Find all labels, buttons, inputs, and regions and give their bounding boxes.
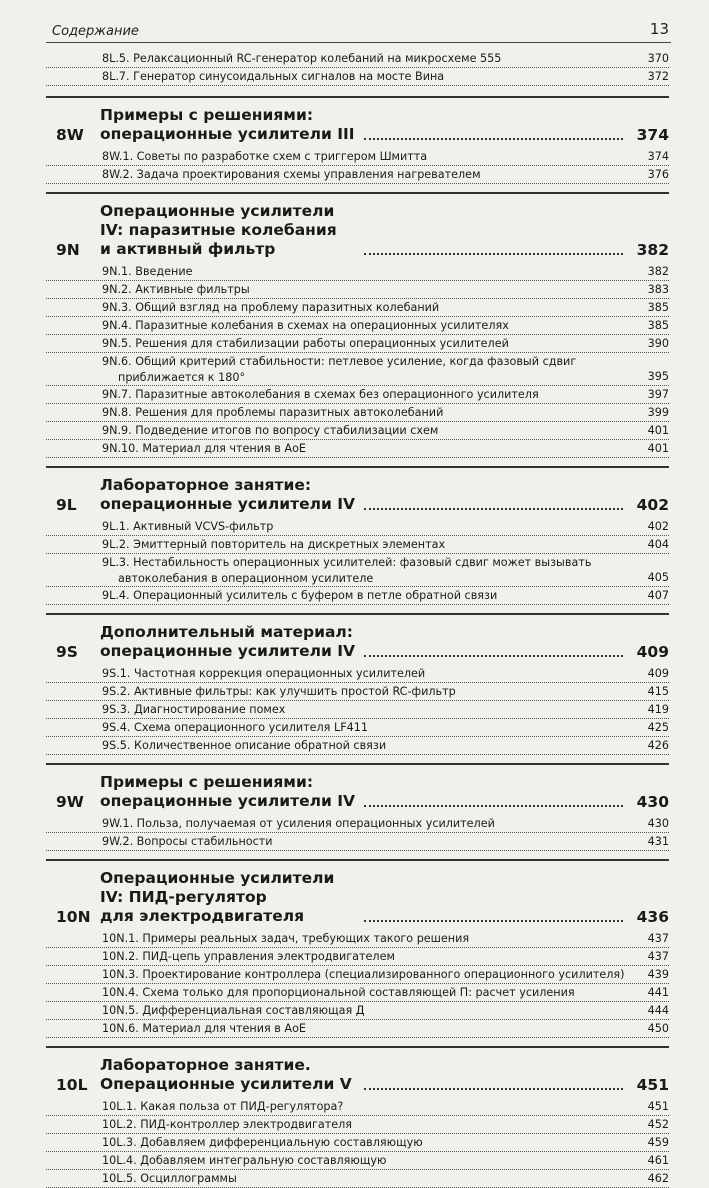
toc-entry-title: [102, 666, 629, 683]
toc-entry-page: 370: [647, 51, 669, 65]
toc-entry-title: [102, 51, 629, 68]
chapter-heading: [46, 1056, 669, 1098]
toc-entry: [46, 1170, 669, 1188]
toc-entry-title: [102, 985, 629, 1002]
leader-dots: [364, 654, 624, 657]
toc-entry-text: 10N.3. Проектирование контроллера (специализированного операционного усилителя): [102, 967, 625, 981]
toc-entry-text: 10L.5. Осциллограммы: [102, 1171, 237, 1185]
toc-entry-page: 407: [647, 588, 669, 602]
toc-entry-title: [102, 588, 629, 605]
toc-entry-text: 9N.8. Решения для проблемы паразитных автоколебаний: [102, 405, 444, 419]
toc-entry-text: 9N.2. Активные фильтры: [102, 282, 250, 296]
toc-entry-text: 9S.1. Частотная коррекция операционных усилителей: [102, 666, 426, 680]
table-of-contents: [46, 50, 669, 1188]
toc-entry: [46, 536, 669, 554]
chapter-block: [46, 192, 669, 458]
toc-entry-text: 10L.3. Добавляем дифференциальную составляющую: [102, 1135, 423, 1149]
toc-entry-title: [102, 1003, 629, 1020]
toc-entry-page: 374: [647, 149, 669, 163]
chapter-page: 409: [636, 643, 669, 661]
toc-entry-text: 9S.3. Диагностирование помех: [102, 702, 286, 716]
toc-entry-page: 409: [647, 666, 669, 680]
chapter-block: [46, 859, 669, 1038]
toc-entry-page: 439: [647, 967, 669, 981]
leader-dots: [364, 804, 624, 807]
toc-entry-page: 437: [647, 931, 669, 945]
toc-entry-title: [102, 931, 629, 948]
chapter-entries: [46, 263, 669, 458]
toc-entry-text: 8L.7. Генератор синусоидальных сигналов на мосте Вина: [102, 69, 445, 83]
toc-entry: [46, 833, 669, 851]
toc-entry-title: [102, 318, 629, 335]
chapter-number: 9S: [56, 643, 78, 661]
toc-entry-page: 459: [647, 1135, 669, 1149]
toc-entry-title: [102, 300, 629, 317]
toc-entry-page: 425: [647, 720, 669, 734]
toc-entry: [46, 317, 669, 335]
toc-entry-page: 397: [647, 387, 669, 401]
toc-entry-page: 441: [647, 985, 669, 999]
toc-entry: [46, 1020, 669, 1038]
leader-dots: [364, 252, 624, 255]
toc-entry-title: [102, 738, 629, 755]
chapter-page: 382: [636, 241, 669, 259]
toc-entry-page: 461: [647, 1153, 669, 1167]
chapter-entries: [46, 815, 669, 851]
chapter-entries: [46, 665, 669, 755]
toc-entry-page: 437: [647, 949, 669, 963]
page-header: [46, 20, 671, 43]
toc-entry: [46, 554, 669, 587]
toc-entry-text: 9N.7. Паразитные автоколебания в схемах без операционного усилителя: [102, 387, 539, 401]
toc-entry-title: [102, 1171, 629, 1188]
toc-entry: [46, 815, 669, 833]
toc-entry: [46, 404, 669, 422]
toc-entry-text: 9N.4. Паразитные колебания в схемах на операционных усилителях: [102, 318, 509, 332]
chapter-block: [46, 96, 669, 184]
toc-entry: [46, 683, 669, 701]
toc-entry: [46, 1152, 669, 1170]
toc-entry: [46, 281, 669, 299]
toc-entry: [46, 263, 669, 281]
toc-entry: [46, 166, 669, 184]
chapter-page: 436: [636, 908, 669, 926]
toc-entry-title: [102, 519, 629, 536]
toc-entry-text: 10N.4. Схема только для пропорциональной составляющей П: расчет усиления: [102, 985, 575, 999]
toc-entry-title: [102, 1099, 629, 1116]
chapter-title: [100, 202, 360, 259]
chapter-heading: [46, 869, 669, 930]
running-title: Содержание: [52, 24, 139, 39]
toc-entry-title: [102, 537, 629, 554]
chapter-number: 8W: [56, 126, 84, 144]
toc-entry-title: [102, 149, 629, 166]
toc-entry-page: 376: [647, 167, 669, 181]
chapter-title-text-continued: и активный фильтр: [100, 240, 276, 258]
toc-entry-text: 9N.6. Общий критерий стабильности: петлевое усиление, когда фазовый сдвиг: [102, 355, 577, 368]
toc-entry-title: [102, 720, 629, 737]
toc-entry-text: 9S.5. Количественное описание обратной связи: [102, 738, 387, 752]
chapter-title: [100, 476, 360, 514]
chapter-title-text: Лабораторное занятие: операционные усилители IV: [100, 476, 356, 513]
chapter-page: 374: [636, 126, 669, 144]
chapter-title-text: Операционные усилители IV: ПИД-регулятор: [100, 869, 335, 906]
toc-entry-title: [102, 1135, 629, 1152]
chapter-heading: [46, 202, 669, 263]
toc-entry-title: [102, 949, 629, 966]
toc-entry-text: 8W.1. Советы по разработке схем с триггером Шмитта: [102, 149, 428, 163]
chapter-heading: [46, 476, 669, 518]
chapter-page: 451: [636, 1076, 669, 1094]
toc-entry-text: 10L.2. ПИД-контроллер электродвигателя: [102, 1117, 353, 1131]
toc-entry-text: 9N.10. Материал для чтения в АоЕ: [102, 441, 307, 455]
toc-entry-text: 9L.3. Нестабильность операционных усилителей: фазовый сдвиг может вызывать: [102, 556, 592, 569]
toc-entry: [46, 930, 669, 948]
chapter-title-text-continued: для электродвигателя: [100, 907, 305, 925]
toc-entry-text: 8L.5. Релаксационный RC-генератор колебаний на микросхеме 555: [102, 51, 502, 65]
toc-entry: [46, 665, 669, 683]
toc-entry: [46, 68, 669, 86]
toc-entry: [46, 701, 669, 719]
chapter-number: 10N: [56, 908, 91, 926]
toc-entry-text: 9W.1. Польза, получаемая от усиления операционных усилителей: [102, 816, 495, 830]
toc-entry-title: [102, 423, 629, 440]
toc-entry-page: 390: [647, 336, 669, 350]
chapter-block: [46, 763, 669, 851]
toc-entry-text: 9N.9. Подведение итогов по вопросу стабилизации схем: [102, 423, 439, 437]
toc-entry: [46, 440, 669, 458]
chapter-block: [46, 466, 669, 605]
toc-entry-text: 9W.2. Вопросы стабильности: [102, 834, 273, 848]
toc-entry-page: 385: [647, 318, 669, 332]
toc-entry-title: [102, 282, 629, 299]
toc-entry-page: 404: [647, 537, 669, 551]
toc-entry-page: 430: [647, 816, 669, 830]
toc-entry-text: 9L.1. Активный VCVS-фильтр: [102, 519, 274, 533]
toc-entry-page: 431: [647, 834, 669, 848]
toc-entry-text: 9S.2. Активные фильтры: как улучшить простой RC-фильтр: [102, 684, 456, 698]
toc-entry-title: [102, 1153, 629, 1170]
chapter-number: 9N: [56, 241, 80, 259]
toc-entry-page: 452: [647, 1117, 669, 1131]
chapter-number: 9L: [56, 496, 77, 514]
toc-entry: [46, 422, 669, 440]
toc-entry-text: 10L.1. Какая польза от ПИД-регулятора?: [102, 1099, 344, 1113]
chapter-heading: [46, 623, 669, 665]
toc-entry-page: 372: [647, 69, 669, 83]
toc-entry-text: 9L.4. Операционный усилитель с буфером в петле обратной связи: [102, 588, 498, 602]
toc-entry: [46, 518, 669, 536]
toc-entry: [46, 984, 669, 1002]
toc-entry: [46, 386, 669, 404]
chapter-title-text: Лабораторное занятие. Операционные усилители V: [100, 1056, 352, 1093]
toc-entry-title: [102, 702, 629, 719]
leader-dots: [364, 507, 624, 510]
toc-entry: [46, 299, 669, 317]
leader-dots: [364, 919, 624, 922]
chapter-block: [46, 613, 669, 755]
toc-entry: [46, 335, 669, 353]
toc-entry-page: 451: [647, 1099, 669, 1113]
toc-entry-title: [102, 1117, 629, 1134]
toc-entry-title: [102, 69, 629, 86]
chapter-entries: [46, 518, 669, 605]
toc-entry-page: 462: [647, 1171, 669, 1185]
chapter-page: 430: [636, 793, 669, 811]
toc-entry-page: 399: [647, 405, 669, 419]
page-number: 13: [649, 20, 669, 38]
chapter-title: [100, 869, 360, 926]
toc-entry-page: 444: [647, 1003, 669, 1017]
toc-entry-title: [102, 387, 629, 404]
toc-entry-title: [102, 441, 629, 458]
toc-entry-text: 10N.6. Материал для чтения в АоЕ: [102, 1021, 307, 1035]
toc-entry-title: [102, 816, 629, 833]
toc-entry-page: 419: [647, 702, 669, 716]
chapter-block: [46, 1046, 669, 1188]
toc-entry-page: 401: [647, 423, 669, 437]
chapter-entries: [46, 1098, 669, 1188]
toc-entry-page: 401: [647, 441, 669, 455]
toc-entry-text: 9S.4. Схема операционного усилителя LF411: [102, 720, 368, 734]
chapter-entries: [46, 930, 669, 1038]
leader-dots: [364, 137, 624, 140]
toc-entry-page: 383: [647, 282, 669, 296]
toc-entry-text: 10N.5. Дифференциальная составляющая Д: [102, 1003, 365, 1017]
toc-entry-title: [102, 336, 629, 353]
toc-entry: [46, 148, 669, 166]
toc-entry-title: [102, 354, 629, 385]
toc-entry-text-continued: приближается к 180°: [118, 370, 246, 384]
toc-entry-title: [102, 167, 629, 184]
toc-entry-text: 9N.1. Введение: [102, 264, 193, 278]
toc-entry-page: 385: [647, 300, 669, 314]
toc-entry-text: 10N.1. Примеры реальных задач, требующих такого решения: [102, 931, 470, 945]
toc-entry: [46, 1116, 669, 1134]
toc-entry: [46, 1002, 669, 1020]
toc-entry: [46, 353, 669, 386]
toc-entry: [46, 50, 669, 68]
toc-entry-title: [102, 834, 629, 851]
chapter-title: [100, 1056, 360, 1094]
toc-entry: [46, 587, 669, 605]
chapter-title: [100, 623, 360, 661]
toc-entry-page: 382: [647, 264, 669, 278]
toc-entry-page: 405: [647, 570, 669, 584]
toc-entry-page: 450: [647, 1021, 669, 1035]
toc-entry: [46, 948, 669, 966]
chapter-title-text: Дополнительный материал: операционные усилители IV: [100, 623, 356, 660]
chapter-heading: [46, 106, 669, 148]
toc-entry-page: 426: [647, 738, 669, 752]
toc-entry-page: 402: [647, 519, 669, 533]
toc-entry-page: 395: [647, 369, 669, 383]
chapter-number: 10L: [56, 1076, 88, 1094]
toc-entry-text: 9N.3. Общий взгляд на проблему паразитных колебаний: [102, 300, 440, 314]
toc-entry-text: 10L.4. Добавляем интегральную составляющую: [102, 1153, 387, 1167]
toc-entry-title: [102, 405, 629, 422]
chapter-title-text: Примеры с решениями: операционные усилители IV: [100, 773, 356, 810]
toc-entry-title: [102, 967, 629, 984]
chapter-heading: [46, 773, 669, 815]
toc-entry: [46, 1098, 669, 1116]
toc-entry-title: [102, 555, 629, 586]
toc-entry-text: 10N.2. ПИД-цепь управления электродвигателем: [102, 949, 395, 963]
toc-entry-page: 415: [647, 684, 669, 698]
toc-entry-text-continued: автоколебания в операционном усилителе: [118, 571, 374, 585]
toc-entry-title: [102, 264, 629, 281]
chapter-title: [100, 106, 360, 144]
chapter-entries: [46, 148, 669, 184]
chapter-title: [100, 773, 360, 811]
toc-entry: [46, 1134, 669, 1152]
chapter-number: 9W: [56, 793, 84, 811]
toc-entry-title: [102, 684, 629, 701]
leader-dots: [364, 1087, 624, 1090]
toc-entry: [46, 719, 669, 737]
toc-entry: [46, 737, 669, 755]
chapter-title-text: Примеры с решениями: операционные усилители III: [100, 106, 355, 143]
toc-entry-text: 8W.2. Задача проектирования схемы управления нагревателем: [102, 167, 481, 181]
toc-entry-text: 9N.5. Решения для стабилизации работы операционных усилителей: [102, 336, 509, 350]
chapter-page: 402: [636, 496, 669, 514]
toc-entry: [46, 966, 669, 984]
chapter-title-text: Операционные усилители IV: паразитные колебания: [100, 202, 337, 239]
toc-entry-text: 9L.2. Эмиттерный повторитель на дискретных элементах: [102, 537, 446, 551]
